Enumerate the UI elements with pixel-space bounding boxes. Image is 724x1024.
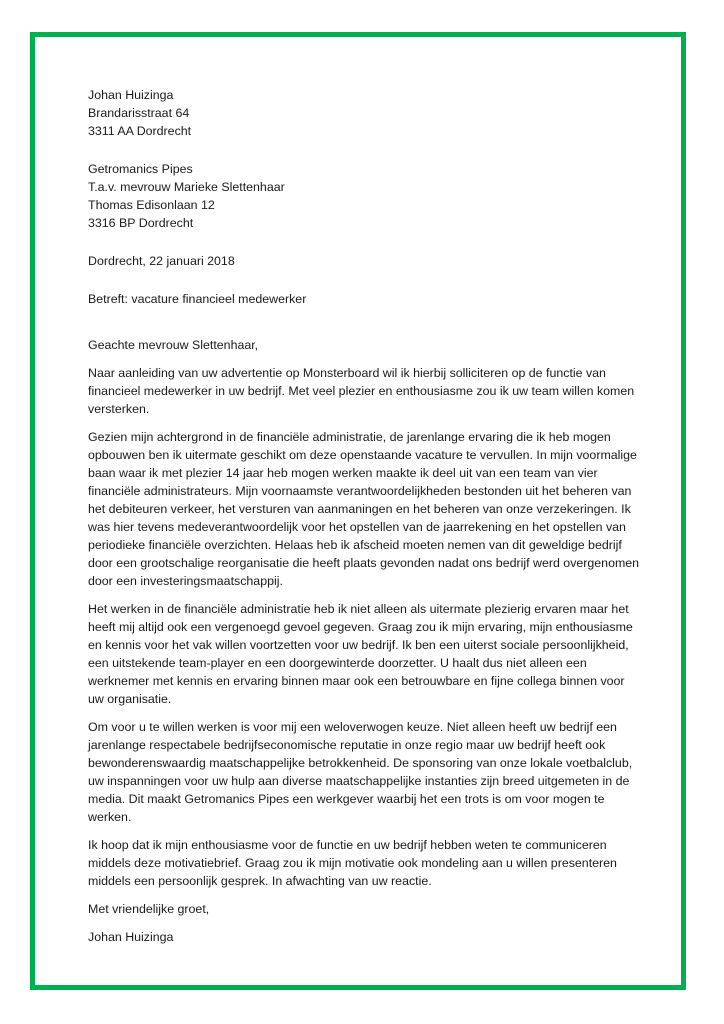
sender-address xyxy=(88,86,648,140)
paragraph-line: Ik hoop dat ik mijn enthousiasme voor de functie en uw bedrijf hebben weten te communiceren xyxy=(88,838,607,852)
paragraph-line: heeft mij altijd ook een vergenoegd gevoel gegeven. Graag zou ik mijn ervaring, mijn enthousiasme xyxy=(88,620,633,634)
paragraph-line: jarenlange respectabele bedrijfseconomische reputatie in onze regio maar uw bedrijf heeft ook xyxy=(88,738,606,752)
paragraph-line: werknemer met kennis en ervaring binnen maar ook een betrouwbare en fijne collega binnen voor xyxy=(88,674,625,688)
salutation-text: Geachte mevrouw Slettenhaar, xyxy=(88,338,259,352)
closing xyxy=(88,900,648,918)
closing-text: Met vriendelijke groet, xyxy=(88,902,210,916)
paragraph-line: financieel medewerker in uw bedrijf. Met veel plezier en enthousiasme zou ik uw team willen komen xyxy=(88,384,635,398)
paragraph-line: middels deze motivatiebrief. Graag zou ik mijn motivatie ook mondeling aan u willen presenteren xyxy=(88,856,617,870)
paragraph-line: periodieke financiële overzichten. Helaas heb ik afscheid moeten nemen van dit geweldige bedrijf xyxy=(88,538,622,552)
paragraph-line: bewonderenswaardig maatschappelijke betrokkenheid. De sponsoring van onze lokale voetbalclub, xyxy=(88,756,633,770)
sender-name: Johan Huizinga xyxy=(88,88,174,102)
sender-city: 3311 AA Dordrecht xyxy=(88,124,192,138)
paragraph-line: financiële administrateurs. Mijn voornaamste verantwoordelijkheden bestonden uit het beheren van xyxy=(88,484,632,498)
signature-text: Johan Huizinga xyxy=(88,930,174,944)
signature xyxy=(88,928,648,946)
subject-line: Betreft: vacature financieel medewerker xyxy=(88,292,307,306)
paragraph-1 xyxy=(88,364,648,418)
paragraph-line: werken. xyxy=(88,810,132,824)
paragraph-line: was hier tevens medeverantwoordelijk voor het opstellen van de jaarrekening en het opstellen van xyxy=(88,520,626,534)
recipient-address xyxy=(88,160,648,232)
paragraph-line: opbouwen ben ik uitermate geschikt om deze openstaande vacature te vervullen. In mijn voormalige xyxy=(88,448,637,462)
recipient-company: Getromanics Pipes xyxy=(88,162,193,176)
paragraph-line: door een grootschalige reorganisatie die heeft plaats gevonden nadat ons bedrijf werd overgenomen xyxy=(88,556,640,570)
paragraph-line: door een investeringsmaatschappij. xyxy=(88,574,283,588)
paragraph-line: baan waar ik met plezier 14 jaar heb mogen werken maakte ik deel uit van een team van vier xyxy=(88,466,598,480)
paragraph-4 xyxy=(88,718,648,826)
paragraph-line: middels een persoonlijk gesprek. In afwachting van uw reactie. xyxy=(88,874,432,888)
salutation xyxy=(88,336,648,354)
paragraph-line: Gezien mijn achtergrond in de financiële administratie, de jarenlange ervaring die ik heb mogen xyxy=(88,430,611,444)
paragraph-line: een uitstekende team-player en een doorgewinterde doorzetter. U haalt dus niet alleen een xyxy=(88,656,587,670)
paragraph-line: versterken. xyxy=(88,402,150,416)
paragraph-line: het debiteuren verkeer, het versturen van aanmaningen en het beheren van onze verzekeringen. Ik xyxy=(88,502,631,516)
paragraph-line: uw inspanningen voor uw hulp aan diverse maatschappelijke instanties zijn breed uitgemeten in de xyxy=(88,774,630,788)
paragraph-line: uw organisatie. xyxy=(88,692,172,706)
paragraph-line: media. Dit maakt Getromanics Pipes een werkgever waarbij het een trots is om voor mogen te xyxy=(88,792,605,806)
paragraph-2 xyxy=(88,428,648,590)
paragraph-3 xyxy=(88,600,648,708)
recipient-street: Thomas Edisonlaan 12 xyxy=(88,198,215,212)
paragraph-5 xyxy=(88,836,648,890)
paragraph-line: en kennis voor het vak willen voortzetten voor uw bedrijf. Ik ben een uiterst sociale persoonlijkheid, xyxy=(88,638,629,652)
paragraph-line: Het werken in de financiële administratie heb ik niet alleen als uitermate plezierig ervaren maar het xyxy=(88,602,629,616)
recipient-attention: T.a.v. mevrouw Marieke Slettenhaar xyxy=(88,180,285,194)
sender-street: Brandarisstraat 64 xyxy=(88,106,190,120)
letter-body xyxy=(88,86,648,956)
paragraph-line: Naar aanleiding van uw advertentie op Monsterboard wil ik hierbij solliciteren op de functie van xyxy=(88,366,606,380)
recipient-city: 3316 BP Dordrecht xyxy=(88,216,194,230)
date-line: Dordrecht, 22 januari 2018 xyxy=(88,254,235,268)
paragraph-line: Om voor u te willen werken is voor mij een weloverwogen keuze. Niet alleen heeft uw bedrijf een xyxy=(88,720,617,734)
